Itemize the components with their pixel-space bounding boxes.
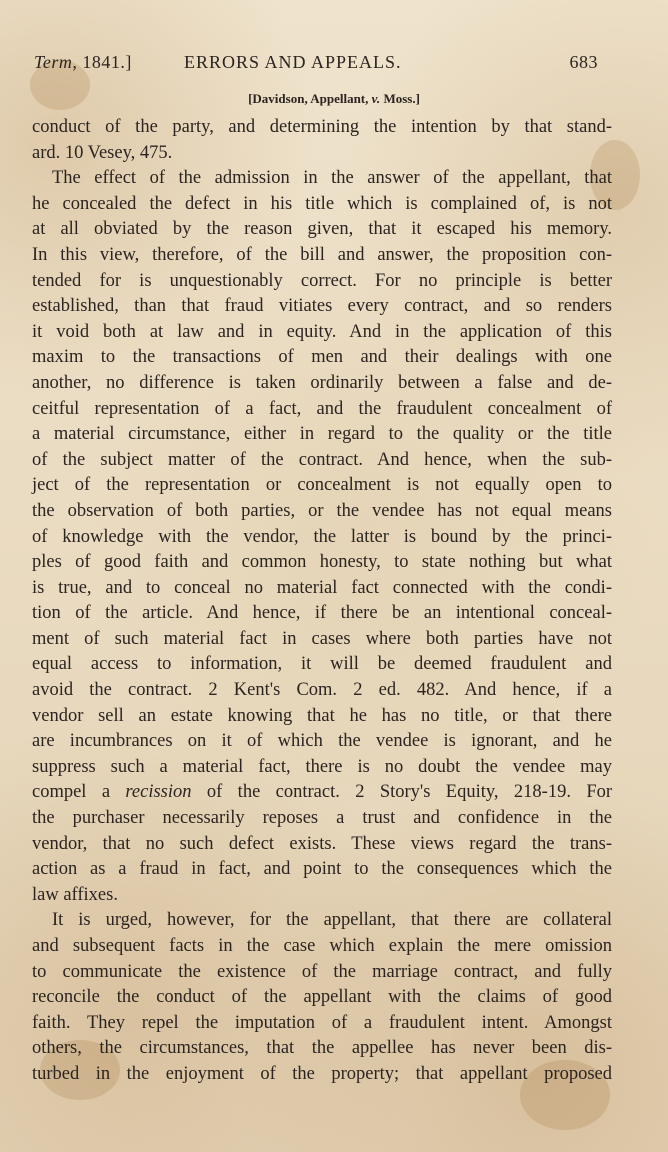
paragraph-start: It is urged, however, for the appellant, that there are collateral [52, 910, 612, 931]
text-line: the purchaser necessarily reposes a trust and confidence in the [32, 808, 612, 829]
text-line: ard. 10 Vesey, 475. [32, 142, 173, 163]
text-line: ples of good faith and common honesty, to state nothing but what [32, 552, 612, 573]
page-number: 683 [569, 52, 598, 72]
text-line: law affixes. [32, 884, 118, 905]
text-line: tended for is unquestionably correct. For no principle is better [32, 270, 612, 291]
text-line: vendor, that no such defect exists. These views regard the trans- [32, 833, 612, 854]
text-line: vendor sell an estate knowing that he has no title, or that there [32, 705, 612, 726]
text-line: In this view, therefore, of the bill and answer, the proposition con- [32, 244, 612, 265]
text-line: to communicate the existence of the marriage contract, and fully [32, 961, 612, 982]
body-text [32, 115, 612, 1088]
text-line: ceitful representation of a fact, and the fraudulent concealment of [32, 398, 612, 419]
text-line: established, than that fraud vitiates every contract, and so renders [32, 296, 612, 317]
text-line: ment of such material fact in cases where both parties have not [32, 628, 612, 649]
text-line: a material circumstance, either in regard to the quality or the title [32, 424, 612, 445]
text-line: is true, and to conceal no material fact connected with the condi- [32, 577, 612, 598]
text-line: ject of the representation or concealment is not equally open to [32, 475, 612, 496]
italic-recission: recission [125, 782, 192, 803]
text-line: another, no difference is taken ordinarily between a false and de- [32, 372, 612, 393]
text-line: at all obviated by the reason given, that it escaped his memory. [32, 219, 612, 240]
paragraph-start: The effect of the admission in the answer of the appellant, that [52, 168, 612, 189]
header-term: Term, 1841.] [34, 52, 132, 72]
text-line-compel: compel a recission of the contract. 2 Story's Equity, 218-19. For [32, 782, 613, 803]
text-line: faith. They repel the imputation of a fraudulent intent. Amongst [32, 1012, 612, 1033]
text-line: and subsequent facts in the case which explain the mere omission [32, 936, 612, 956]
text-line: suppress such a material fact, there is no doubt the vendee may [32, 756, 612, 777]
text-line: he concealed the defect in his title which is complained of, is not [32, 193, 612, 214]
running-header [34, 50, 598, 78]
text-line: equal access to information, it will be deemed fraudulent and [32, 654, 612, 675]
text-line: of knowledge with the vendor, the latter is bound by the princi- [32, 526, 612, 547]
text-line: of the subject matter of the contract. And hence, when the sub- [32, 449, 612, 470]
case-title: [Davidson, Appellant, v. Moss.] [248, 91, 420, 106]
text-line: tion of the article. And hence, if there be an intentional conceal- [32, 603, 612, 624]
text-line: reconcile the conduct of the appellant with the claims of good [32, 987, 612, 1008]
text-line: action as a fraud in fact, and point to the consequences which the [32, 859, 612, 880]
text-line: maxim to the transactions of men and their dealings with one [32, 347, 612, 368]
text-line: turbed in the enjoyment of the property; that appellant proposed [32, 1063, 612, 1084]
text-line: avoid the contract. 2 Kent's Com. 2 ed. 482. And hence, if a [32, 680, 612, 701]
text-line: are incumbrances on it of which the vendee is ignorant, and he [32, 731, 612, 752]
text-line: it void both at law and in equity. And in the application of this [32, 321, 612, 342]
text-line: others, the circumstances, that the appellee has never been dis- [32, 1038, 612, 1059]
text-line: the observation of both parties, or the vendee has not equal means [32, 500, 612, 521]
header-title: ERRORS AND APPEALS. [184, 52, 402, 72]
text-line: conduct of the party, and determining the intention by that stand- [32, 117, 612, 137]
